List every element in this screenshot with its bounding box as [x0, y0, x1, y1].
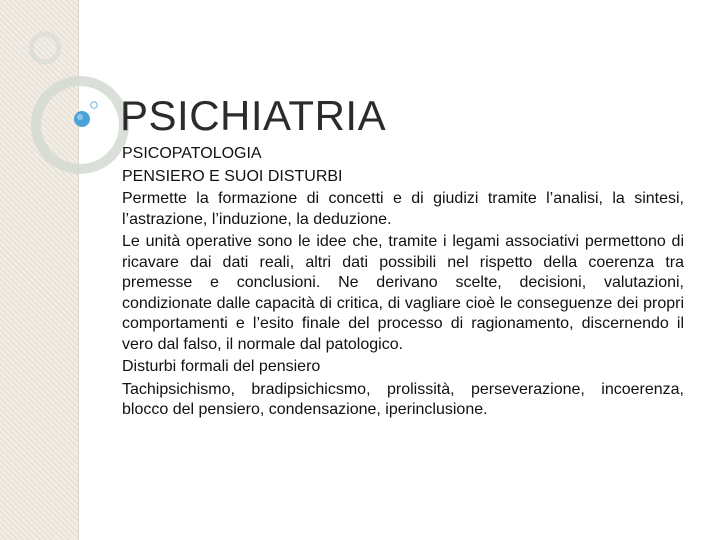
left-decorative-strip: [0, 0, 79, 540]
heading-disturbi-formali: Disturbi formali del pensiero: [122, 358, 321, 375]
paragraph-unita-operative: Le unità operative sono le idee che, tramite i legami associativi permettono di ricavare dai dati reali, altri dati possibili nel rispetto della coerenza tra premesse e conclusioni. Ne derivano scelte, decisioni, valutazioni, condizionate dalle capacità di critica, di vagliare cioè le conseguenze dei propri comportamenti e l’esito finale del processo di ragionamento, discernendo il vero dal falso, il normale dal patologico.: [122, 233, 684, 353]
paragraph-definizione: Permette la formazione di concetti e di giudizi tramite l’analisi, la sintesi, l’astrazione, l’induzione, la deduzione.: [122, 190, 684, 228]
slide-title: PSICHIATRIA: [120, 92, 387, 139]
heading-psicopatologia: PSICOPATOLOGIA: [122, 145, 262, 162]
heading-pensiero: PENSIERO E SUOI DISTURBI: [122, 167, 343, 185]
small-hollow-dot-icon: [91, 102, 97, 108]
slide-body: [122, 144, 684, 423]
paragraph-elenco-disturbi: Tachipsichismo, bradipsichicsmo, prolissità, perseverazione, incoerenza, blocco del pensiero, condensazione, iperinclusione.: [122, 380, 684, 418]
